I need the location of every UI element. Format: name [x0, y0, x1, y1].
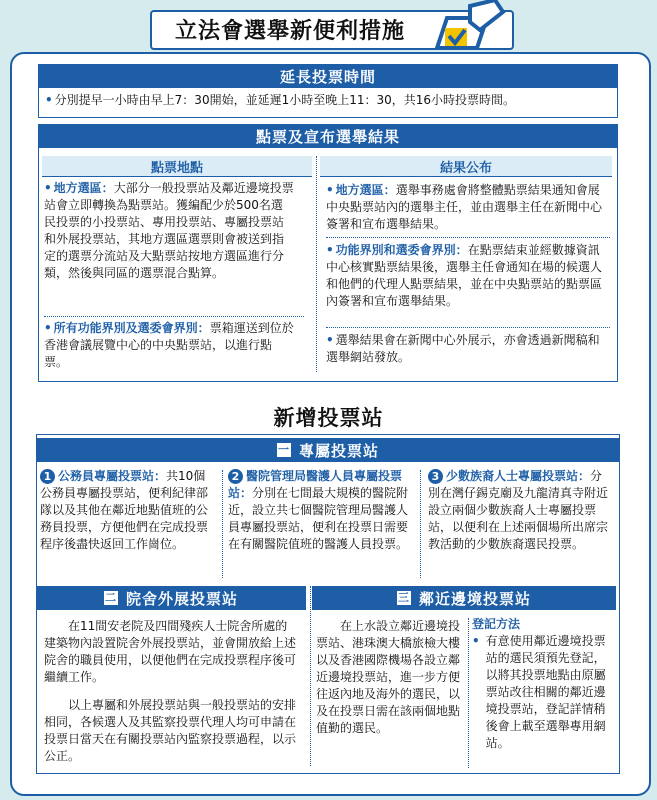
civil-label: 公務員專屬投票站：: [58, 469, 167, 483]
count-location-b2-text: 票箱運送到位於香港會議展覽中心的中央點票站，以進行點票。: [44, 321, 294, 369]
count-location-b2: • 所有功能界別及選委會界別：票箱運送到位於香港會議展覽中心的中央點票站，以進行點票。: [44, 321, 294, 369]
column-divider: [222, 470, 223, 578]
outreach-p2: [44, 697, 298, 765]
page-title: 立法會選舉新便利措施: [175, 19, 406, 44]
number-badge: 2: [228, 469, 243, 484]
register-title: 登記方法: [472, 617, 521, 631]
section-number-icon: 三: [397, 591, 410, 604]
ballot-box-icon: [415, 0, 510, 55]
results-b2: • 功能界別和選委會界別：在點票結束並經數據資訊中心核實點票結果後，選舉主任會通知在場的候選人和他們的代理人點票結果，並在中央點票站的點票區內簽署和宣布選舉結果。: [326, 243, 603, 308]
results-b3: • 選舉結果會在新聞中心外展示，亦會透過新聞稿和選舉網站發放。: [326, 333, 600, 364]
outreach-p1: [44, 618, 298, 686]
sub-band-dedicated: [36, 438, 620, 462]
civil-text: 共10個公務員專屬投票站，便利紀律部隊以及其他在鄰近地點值班的公務員投票，方便他們在完成投票程序後盡快返回工作崗位。: [40, 469, 209, 551]
register-text: 有意使用鄰近邊境投票站的選民須預先登記，以將其投票地點由原屬票站改往相關的鄰近邊境投票站，登記詳情稍後會上載至選舉專用網站。: [485, 634, 606, 750]
sub-title-results-announce: 結果公布: [320, 156, 612, 177]
section-title-count-results: 點票及宣布選舉結果: [38, 124, 618, 148]
extend-hours-text: • 分別提早一小時由早上7：30開始，並延遲1小時至晚上11：30，共16小時投票時間。: [45, 93, 516, 107]
column-divider: [468, 618, 469, 768]
column-divider: [310, 586, 311, 766]
outreach-p1-text: 在11間安老院及四間殘疾人士院舍所處的建築物內設置院舍外展投票站，並會開放給上述院舍的職員使用，以便他們在完成投票程序後可繼續工作。: [44, 619, 297, 684]
minority-label: 少數族裔人士專屬投票站：: [446, 469, 591, 483]
divider: [326, 327, 610, 328]
hospital-text: 分別在七間最大規模的醫院附近，設立共七個醫院管理局醫護人員專屬投票站，便利在投票日需要在有關醫院值班的醫護人員投票。: [228, 486, 409, 551]
sub-band-outreach: [36, 586, 306, 610]
register-method: [472, 616, 614, 752]
divider: [44, 316, 304, 317]
results-b1-text: 選舉事務處會將整體點票結果通知會展中央點票站內的選舉主任，並由選舉主任在新聞中心簽署和宣布選舉結果。: [326, 183, 603, 231]
results-b1: • 地方選區：選舉事務處會將整體點票結果通知會展中央點票站內的選舉主任，並由選舉主任在新聞中心簽署和宣布選舉結果。: [326, 183, 603, 231]
results-b1-label: 地方選區：: [335, 183, 396, 197]
count-location-b1-text: 大部分一般投票站及鄰近邊境投票站會立即轉換為點票站。獲編配少於500名選民投票的小投票站、專用投票站、專屬投票站和外展投票站，其地方選區選票則會被送到指定的選票分流站及大點票站按地方選區進行分類，然後與同區的選票混合點算。: [44, 181, 294, 280]
outreach-p2-text: 以上專屬和外展投票站與一般投票站的安排相同，各候選人及其監察投票代理人均可申請在投票日當天在有關投票站內監察投票過程，以示公正。: [44, 698, 297, 763]
hospital-label: 醫院管理局醫護人員專屬投票站：: [228, 469, 403, 500]
number-badge: 1: [40, 469, 55, 484]
extend-hours-bullet: 分別提早一小時由早上7：30開始，並延遲1小時至晚上11：30，共16小時投票時間。: [54, 93, 516, 107]
results-b2-label: 功能界別和選委會界別：: [335, 243, 468, 257]
outreach-title: 院舍外展投票站: [125, 589, 238, 608]
sub-band-border: [312, 586, 616, 610]
border-title: 鄰近邊境投票站: [418, 589, 531, 608]
count-location-b2-label: 所有功能界別及選委會界別：: [53, 321, 210, 335]
column-divider: [316, 156, 317, 372]
minority-text: 分別在灣仔錫克廟及九龍清真寺附近設立兩個少數族裔人士專屬投票站，以便利在上述兩個場所出席宗教活動的少數族裔選民投票。: [428, 469, 609, 551]
column-divider: [420, 470, 421, 578]
station-card-civil: [40, 468, 216, 553]
sub-title-count-location: 點票地點: [42, 156, 312, 177]
dedicated-title: 專屬投票站: [298, 441, 379, 460]
results-b2-text: 在點票結束並經數據資訊中心核實點票結果後，選舉主任會通知在場的候選人和他們的代理人點票結果，並在中央點票站的點票區內簽署和宣布選舉結果。: [326, 243, 603, 308]
station-card-hospital: [228, 468, 412, 553]
results-b3-text: 選舉結果會在新聞中心外展示，亦會透過新聞稿和選舉網站發放。: [326, 333, 600, 364]
count-location-b1-label: 地方選區：: [53, 181, 114, 195]
border-p1: [316, 618, 464, 737]
section-title-extend-hours: 延長投票時間: [38, 64, 618, 88]
station-card-minority: [428, 468, 612, 553]
count-location-b1: • 地方選區：大部分一般投票站及鄰近邊境投票站會立即轉換為點票站。獲編配少於500名選民投票的小投票站、專用投票站、專屬投票站和外展投票站，其地方選區選票則會被送到指定的選票分流站及大點票站按地方選區進行分類，然後與同區的選票混合點算。: [44, 181, 294, 280]
section-number-icon: 二: [104, 591, 117, 604]
divider: [326, 237, 610, 238]
number-badge: 3: [428, 469, 443, 484]
border-p1-text: 在上水設立鄰近邊境投票站、港珠澳大橋旅檢大樓以及香港國際機場各設立鄰近邊境投票站，進一步方便往返內地及海外的選民，以及在投票日需在該兩個地點值勤的選民。: [316, 619, 461, 735]
new-stations-title: 新增投票站: [273, 406, 384, 430]
section-number-icon: 一: [277, 443, 290, 456]
bullet: •: [472, 634, 480, 648]
